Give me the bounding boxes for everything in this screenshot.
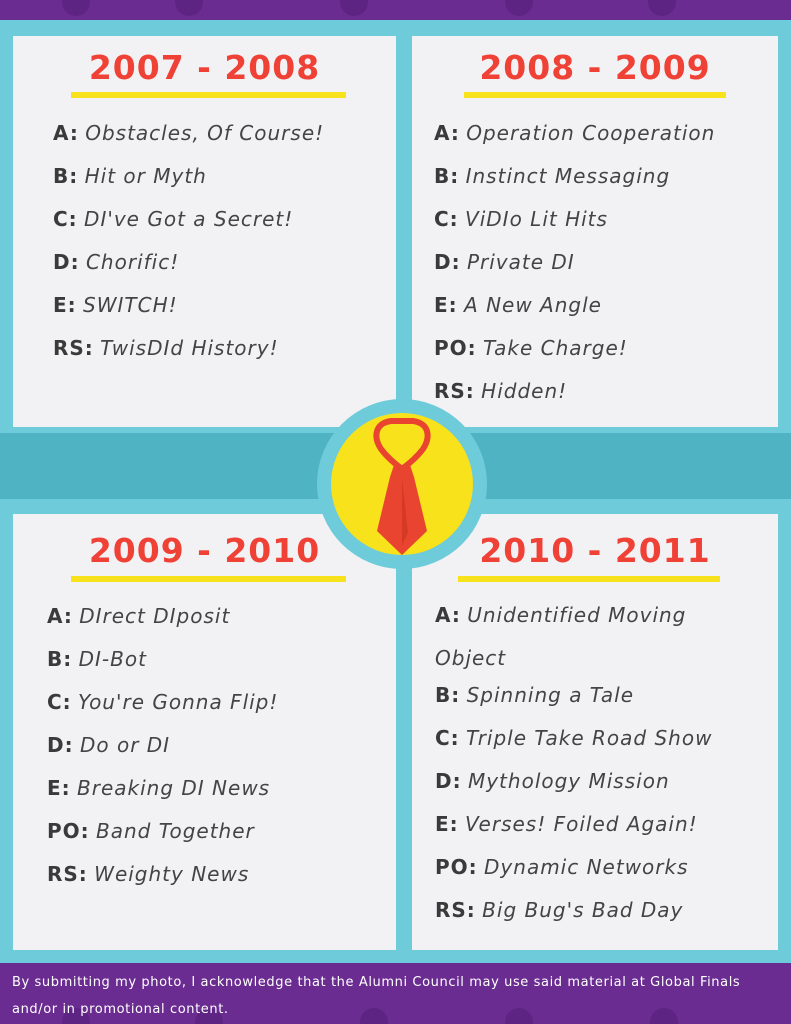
decorative-dot [175,0,203,16]
problem-key: E: [434,293,458,317]
problem-title: Operation Cooperation [466,121,716,145]
panel-year-title: 2010 - 2011 [479,531,711,570]
list-item [434,290,715,333]
problem-list [53,118,324,376]
problem-key: C: [47,690,72,714]
problem-title: Band Together [96,819,255,843]
list-item [434,376,715,419]
list-item [53,247,324,290]
list-item [47,644,278,687]
problem-title: DI've Got a Secret! [84,207,294,231]
list-item [435,852,735,895]
decorative-dot [340,0,368,16]
list-item [434,204,715,247]
problem-key: D: [53,250,80,274]
problem-title: Instinct Messaging [465,164,671,188]
problem-title: Big Bug's Bad Day [482,898,684,922]
problem-title: Breaking DI News [77,776,271,800]
list-item [47,859,278,902]
list-item [434,118,715,161]
problem-title: Hit or Myth [84,164,207,188]
list-item [53,333,324,376]
problem-key: D: [435,769,462,793]
panel-2007-2008 [13,36,396,427]
list-item [435,680,735,723]
list-item [435,594,735,680]
panel-year-title: 2007 - 2008 [88,48,321,87]
list-item [47,816,278,859]
panel-2010-2011 [412,514,778,950]
problem-title: Hidden! [481,379,568,403]
problem-key: RS: [53,336,94,360]
list-item [434,333,715,376]
problem-title: Mythology Mission [467,769,670,793]
problem-title: Unidentified Moving Object [435,603,687,670]
panel-2009-2010 [13,514,396,950]
list-item [53,204,324,247]
problem-title: You're Gonna Flip! [78,690,279,714]
problem-key: PO: [47,819,90,843]
title-underline [71,576,346,582]
problem-key: C: [435,726,460,750]
problem-key: E: [435,812,459,836]
problem-key: A: [435,603,461,627]
problem-title: Triple Take Road Show [466,726,713,750]
problem-key: PO: [435,855,478,879]
problem-key: E: [47,776,71,800]
problem-key: B: [47,647,73,671]
list-item [47,601,278,644]
footer-banner [0,963,791,1024]
panel-year-title: 2008 - 2009 [479,48,711,87]
problem-key: B: [434,164,460,188]
list-item [53,290,324,333]
problem-key: A: [434,121,460,145]
panel-2008-2009 [412,36,778,427]
problem-key: C: [53,207,78,231]
problem-key: A: [53,121,79,145]
problem-title: Obstacles, Of Course! [85,121,325,145]
problem-key: B: [435,683,461,707]
list-item [435,809,735,852]
problem-list [47,601,278,902]
title-underline [458,576,720,582]
list-item [47,687,278,730]
decorative-dot [62,0,90,16]
problem-title: Dynamic Networks [484,855,689,879]
list-item [53,161,324,204]
problem-title: Weighty News [94,862,250,886]
title-underline [71,92,346,98]
problem-key: E: [53,293,77,317]
problem-list [434,118,715,419]
problem-key: C: [434,207,459,231]
problem-title: Spinning a Tale [466,683,635,707]
problem-title: Take Charge! [483,336,628,360]
problem-title: A New Angle [464,293,602,317]
photo-disclaimer: By submitting my photo, I acknowledge that the Alumni Council may use said material at Global Finals and/or in promotional content. [12,975,741,1017]
problem-key: RS: [434,379,475,403]
list-item [435,766,735,809]
top-banner [0,0,791,20]
problem-key: D: [47,733,74,757]
decorative-dot [505,0,533,16]
problem-key: PO: [434,336,477,360]
medallion-inner-circle [331,413,473,555]
title-underline [464,92,726,98]
panel-year-title: 2009 - 2010 [88,531,321,570]
problem-title: ViDIo Lit Hits [465,207,608,231]
list-item [435,723,735,766]
problem-key: A: [47,604,73,628]
problem-title: Do or DI [79,733,171,757]
list-item [47,730,278,773]
problem-key: D: [434,250,461,274]
necktie-medallion [317,399,487,569]
problem-title: SWITCH! [83,293,178,317]
list-item [53,118,324,161]
problem-title: DI-Bot [78,647,147,671]
problem-list [435,601,735,938]
list-item [434,161,715,204]
necktie-icon [331,413,473,555]
problem-title: Private DI [466,250,575,274]
list-item [47,773,278,816]
problem-title: DIrect DIposit [79,604,231,628]
list-item [435,895,735,938]
decorative-dot [648,0,676,16]
problem-key: RS: [435,898,476,922]
problem-key: RS: [47,862,88,886]
problem-title: TwisDId History! [100,336,279,360]
problem-key: B: [53,164,79,188]
list-item [434,247,715,290]
problem-title: Verses! Foiled Again! [465,812,698,836]
problem-title: Chorific! [85,250,180,274]
